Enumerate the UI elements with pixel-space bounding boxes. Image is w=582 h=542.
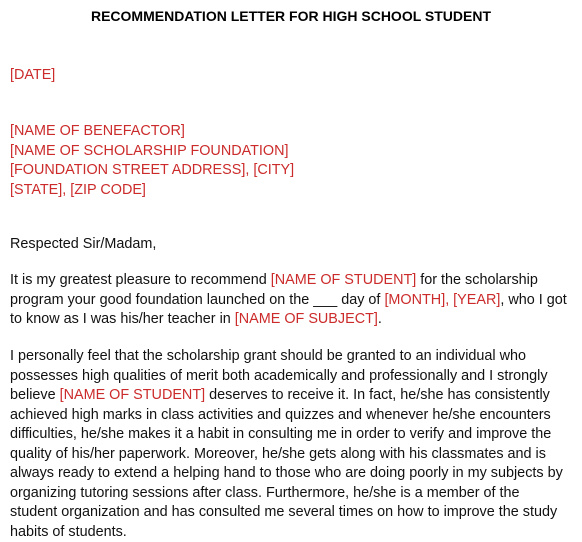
text: . [378, 311, 382, 327]
text: believe [10, 387, 60, 403]
student-name-placeholder: [NAME OF STUDENT] [271, 272, 417, 288]
p2-line-3 [10, 386, 580, 406]
benefactor-name: [NAME OF BENEFACTOR] [10, 122, 294, 142]
p1-line-1 [10, 271, 580, 291]
subject-placeholder: [NAME OF SUBJECT] [235, 311, 378, 327]
p2-line-6: quality of his/her paperwork. Moreover, he/she gets along with his classmates and is [10, 445, 580, 465]
p2-line-7: always ready to extend a helping hand to those who are doing poorly in my subjects by [10, 464, 580, 484]
date-field: [DATE] [10, 67, 55, 83]
text: for the scholarship [416, 272, 538, 288]
p2-line-4: achieved high marks in class activities and quizzes and whenever he/she encounters [10, 406, 580, 426]
paragraph-body [10, 347, 580, 542]
month-year-placeholder: [MONTH], [YEAR] [384, 292, 500, 308]
state-zip: [STATE], [ZIP CODE] [10, 181, 294, 201]
p1-line-3 [10, 310, 580, 330]
foundation-name: [NAME OF SCHOLARSHIP FOUNDATION] [10, 142, 294, 162]
date-placeholder [10, 66, 55, 86]
letter-title: RECOMMENDATION LETTER FOR HIGH SCHOOL STUDENT [0, 8, 582, 24]
p2-line-8: organizing tutoring sessions after class. Furthermore, he/she is a member of the [10, 484, 580, 504]
salutation: Respected Sir/Madam, [10, 235, 156, 255]
text: deserves to receive it. In fact, he/she has consistently [205, 387, 550, 403]
street-city: [FOUNDATION STREET ADDRESS], [CITY] [10, 161, 294, 181]
p2-line-2: possesses high qualities of merit both academically and professionally and I strongly [10, 367, 580, 387]
text: program your good foundation launched on the ___ day of [10, 292, 384, 308]
p2-line-9: student organization and has consulted me several times on how to improve the study [10, 503, 580, 523]
student-name-placeholder: [NAME OF STUDENT] [60, 387, 206, 403]
recipient-address [10, 122, 294, 200]
paragraph-intro [10, 271, 580, 330]
text: It is my greatest pleasure to recommend [10, 272, 271, 288]
p2-line-1: I personally feel that the scholarship grant should be granted to an individual who [10, 347, 580, 367]
text: to know as I was his/her teacher in [10, 311, 235, 327]
text: , who I got [500, 292, 566, 308]
p2-line-5: difficulties, he/she makes it a habit in consulting me in order to verify and improve the [10, 425, 580, 445]
p2-line-10: habits of students. [10, 523, 580, 542]
p1-line-2 [10, 291, 580, 311]
